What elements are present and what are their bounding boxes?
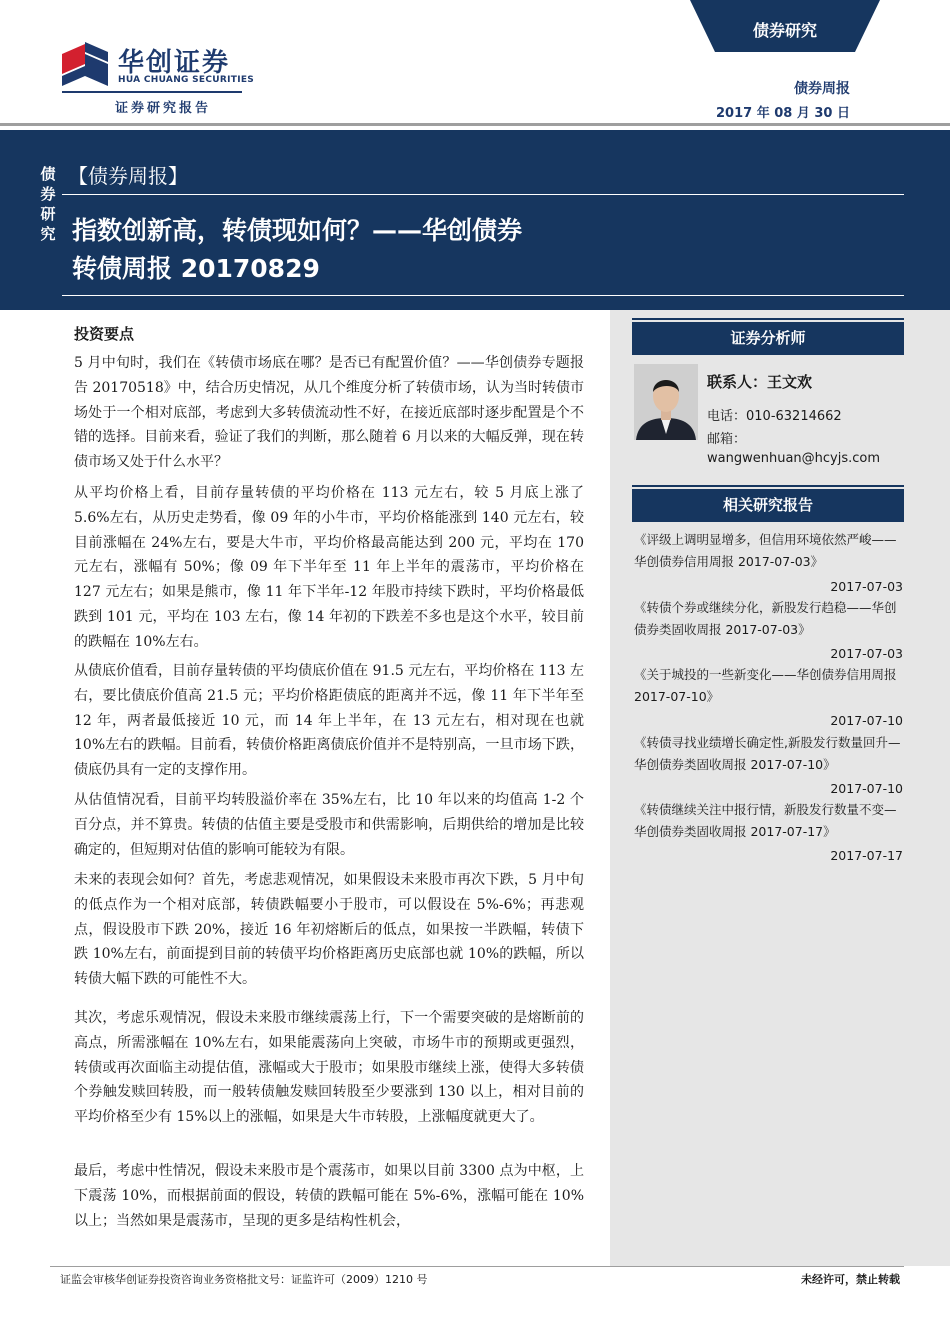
- related-report-title[interactable]: 《转债继续关注中报行情，新股发行数量不变—华创债券类固收周报 2017-07-17》: [634, 802, 897, 839]
- vertical-char: 券: [40, 185, 56, 203]
- related-report-title[interactable]: 《关于城投的一些新变化——华创债券信用周报 2017-07-10》: [634, 667, 897, 704]
- body-paragraph: 最后，考虑中性情况，假设未来股市是个震荡市，如果以目前 3300 点为中枢，上下震荡 10%，而根据前面的假设，转债的跌幅可能在 5%-6%，涨幅可能在 10%以上；当然如果是震荡市，呈现的更多是结构性机会，: [74, 1163, 584, 1229]
- report-title-line2: 转债周报 20170829: [72, 254, 320, 283]
- related-reports-heading: 相关研究报告: [632, 489, 904, 522]
- company-logo: [62, 40, 255, 90]
- footer-notice: 未经许可，禁止转载: [801, 1273, 900, 1286]
- vertical-char: 债: [40, 165, 56, 183]
- vertical-char: 研: [40, 205, 56, 223]
- footer-license: 证监会审核华创证券投资咨询业务资格批文号：证监许可（2009）1210 号: [60, 1273, 428, 1286]
- logo-en-text: HUA CHUANG SECURITIES: [118, 75, 255, 85]
- banner-tag: 【债券周报】: [68, 164, 188, 188]
- body-paragraph: 从估值情况看，目前平均转股溢价率在 35%左右，比 10 年以来的均值高 1-2 个百分点，并不算贵。转债的估值主要是受股市和供需影响，后期供给的增加是比较确定的，但短期对估值的影响可能较为有限。: [74, 792, 584, 858]
- vertical-char: 究: [40, 225, 56, 243]
- contact-email-label: 邮箱：: [707, 432, 747, 447]
- related-report-date: 2017-07-17: [830, 848, 903, 863]
- report-title: [72, 212, 522, 288]
- contact-email[interactable]: wangwenhuan@hcyjs.com: [707, 451, 881, 466]
- category-tab: [690, 0, 880, 52]
- report-title-line1: 指数创新高，转债现如何？——华创债券: [72, 216, 523, 245]
- body-paragraph: 其次，考虑乐观情况，假设未来股市继续震荡上行，下一个需要突破的是熔断前的高点，所需涨幅在 10%左右，如果能震荡向上突破，市场牛市的预期或更强烈，转债或再次面临主动提估值，涨幅或大于股市；如果股市继续上涨，使得大多转债个券触发赎回转股，而一般转债触发赎回转股至少要涨到 130 以上，相对目前的平均价格至少有 15%以上的涨幅，如果是大牛市转股，上涨幅度就更大了。: [74, 1010, 584, 1126]
- header-divider: [0, 123, 950, 126]
- body-paragraph: 未来的表现会如何？首先，考虑悲观情况，如果假设未来股市再次下跌，5 月中旬的低点作为一个相对底部，转债跌幅要小于股市，可以假设在 5%-6%；再悲观点，假设股市下跌 20%，接近 16 年初熔断后的低点，如果按一半跌幅，转债下跌 10%左右，前面提到目前的转债平均价格距离历史底部也就 10%的跌幅，所以转债大幅下跌的可能性不大。: [74, 872, 584, 988]
- body-paragraph: 从平均价格上看，目前存量转债的平均价格在 113 元左右，较 5 月底上涨了 5.6%左右，从历史走势看，像 09 年的小牛市，平均价格能涨到 140 元左右，较目前涨幅在 24%左右，要是大牛市，平均价格最高能达到 200 元，平均在 170 元左右，涨幅有 50%；像 09 年下半年至 11 年上半年的震荡市，平均价格在 127 元左右；如果是熊市，像 11 年下半年-12 年股市持续下跌时，平均价格最低跌到 101 元，平均在 103 左右，像 14 年初的下跌差不多也是这个水平，较目前的跌幅在 10%左右。: [74, 485, 584, 650]
- body-paragraph: 5 月中旬时，我们在《转债市场底在哪？是否已有配置价值？——华创债券专题报告 20170518》中，结合历史情况，从几个维度分析了转债市场，认为当时转债市场处于一个相对底部，考虑到大多转债流动性不好，在接近底部时逐步配置是个不错的选择。目前来看，验证了我们的判断，那么随着 6 月以来的大幅反弹，现在转债市场又处于什么水平？: [74, 355, 584, 471]
- related-report-title[interactable]: 《评级上调明显增多，但信用环境依然严峻——华创债券信用周报 2017-07-03》: [634, 532, 897, 569]
- contact-phone: 电话：010-63214662: [707, 409, 842, 424]
- footer-divider: [50, 1266, 904, 1267]
- related-report-date: 2017-07-03: [830, 646, 903, 661]
- banner-vertical-label: [38, 164, 58, 244]
- contact-name: 联系人：王文欢: [707, 373, 813, 391]
- section-title: 投资要点: [74, 325, 135, 343]
- person-icon: [634, 364, 698, 440]
- doc-type: 债券周报: [794, 81, 850, 97]
- analyst-heading: 证券分析师: [632, 322, 904, 355]
- logo-underline: [62, 91, 242, 93]
- report-kind: 证券研究报告: [115, 101, 212, 116]
- body-paragraph: 从债底价值看，目前存量转债的平均债底价值在 91.5 元左右，平均价格在 113 左右，要比债底价值高 21.5 元；平均价格距债底的距离并不远，像 11 年下半年至 12 年，两者最低接近 10 元，而 14 年上半年，在 13 元左右，相对现在也就 10%左右的跌幅。目前看，转债价格距离债底价值并不是特别高，一旦市场下跌，债底仍具有一定的支撑作用。: [74, 663, 584, 779]
- related-report-title[interactable]: 《转债寻找业绩增长确定性,新股发行数量回升—华创债券类固收周报 2017-07-10》: [634, 735, 901, 772]
- related-report-date: 2017-07-03: [830, 579, 903, 594]
- related-report-date: 2017-07-10: [830, 713, 903, 728]
- report-date: 2017 年 08 月 30 日: [716, 106, 850, 121]
- category-tab-label: 债券研究: [752, 21, 817, 40]
- banner-rule: [62, 194, 904, 195]
- banner-rule: [62, 295, 904, 296]
- related-report-title[interactable]: 《转债个券或继续分化，新股发行趋稳——华创债券类固收周报 2017-07-03》: [634, 600, 897, 637]
- analyst-avatar: [634, 364, 698, 440]
- logo-cn-text: 华创证券: [118, 48, 231, 78]
- logo-mark-icon: [62, 42, 108, 86]
- related-report-date: 2017-07-10: [830, 781, 903, 796]
